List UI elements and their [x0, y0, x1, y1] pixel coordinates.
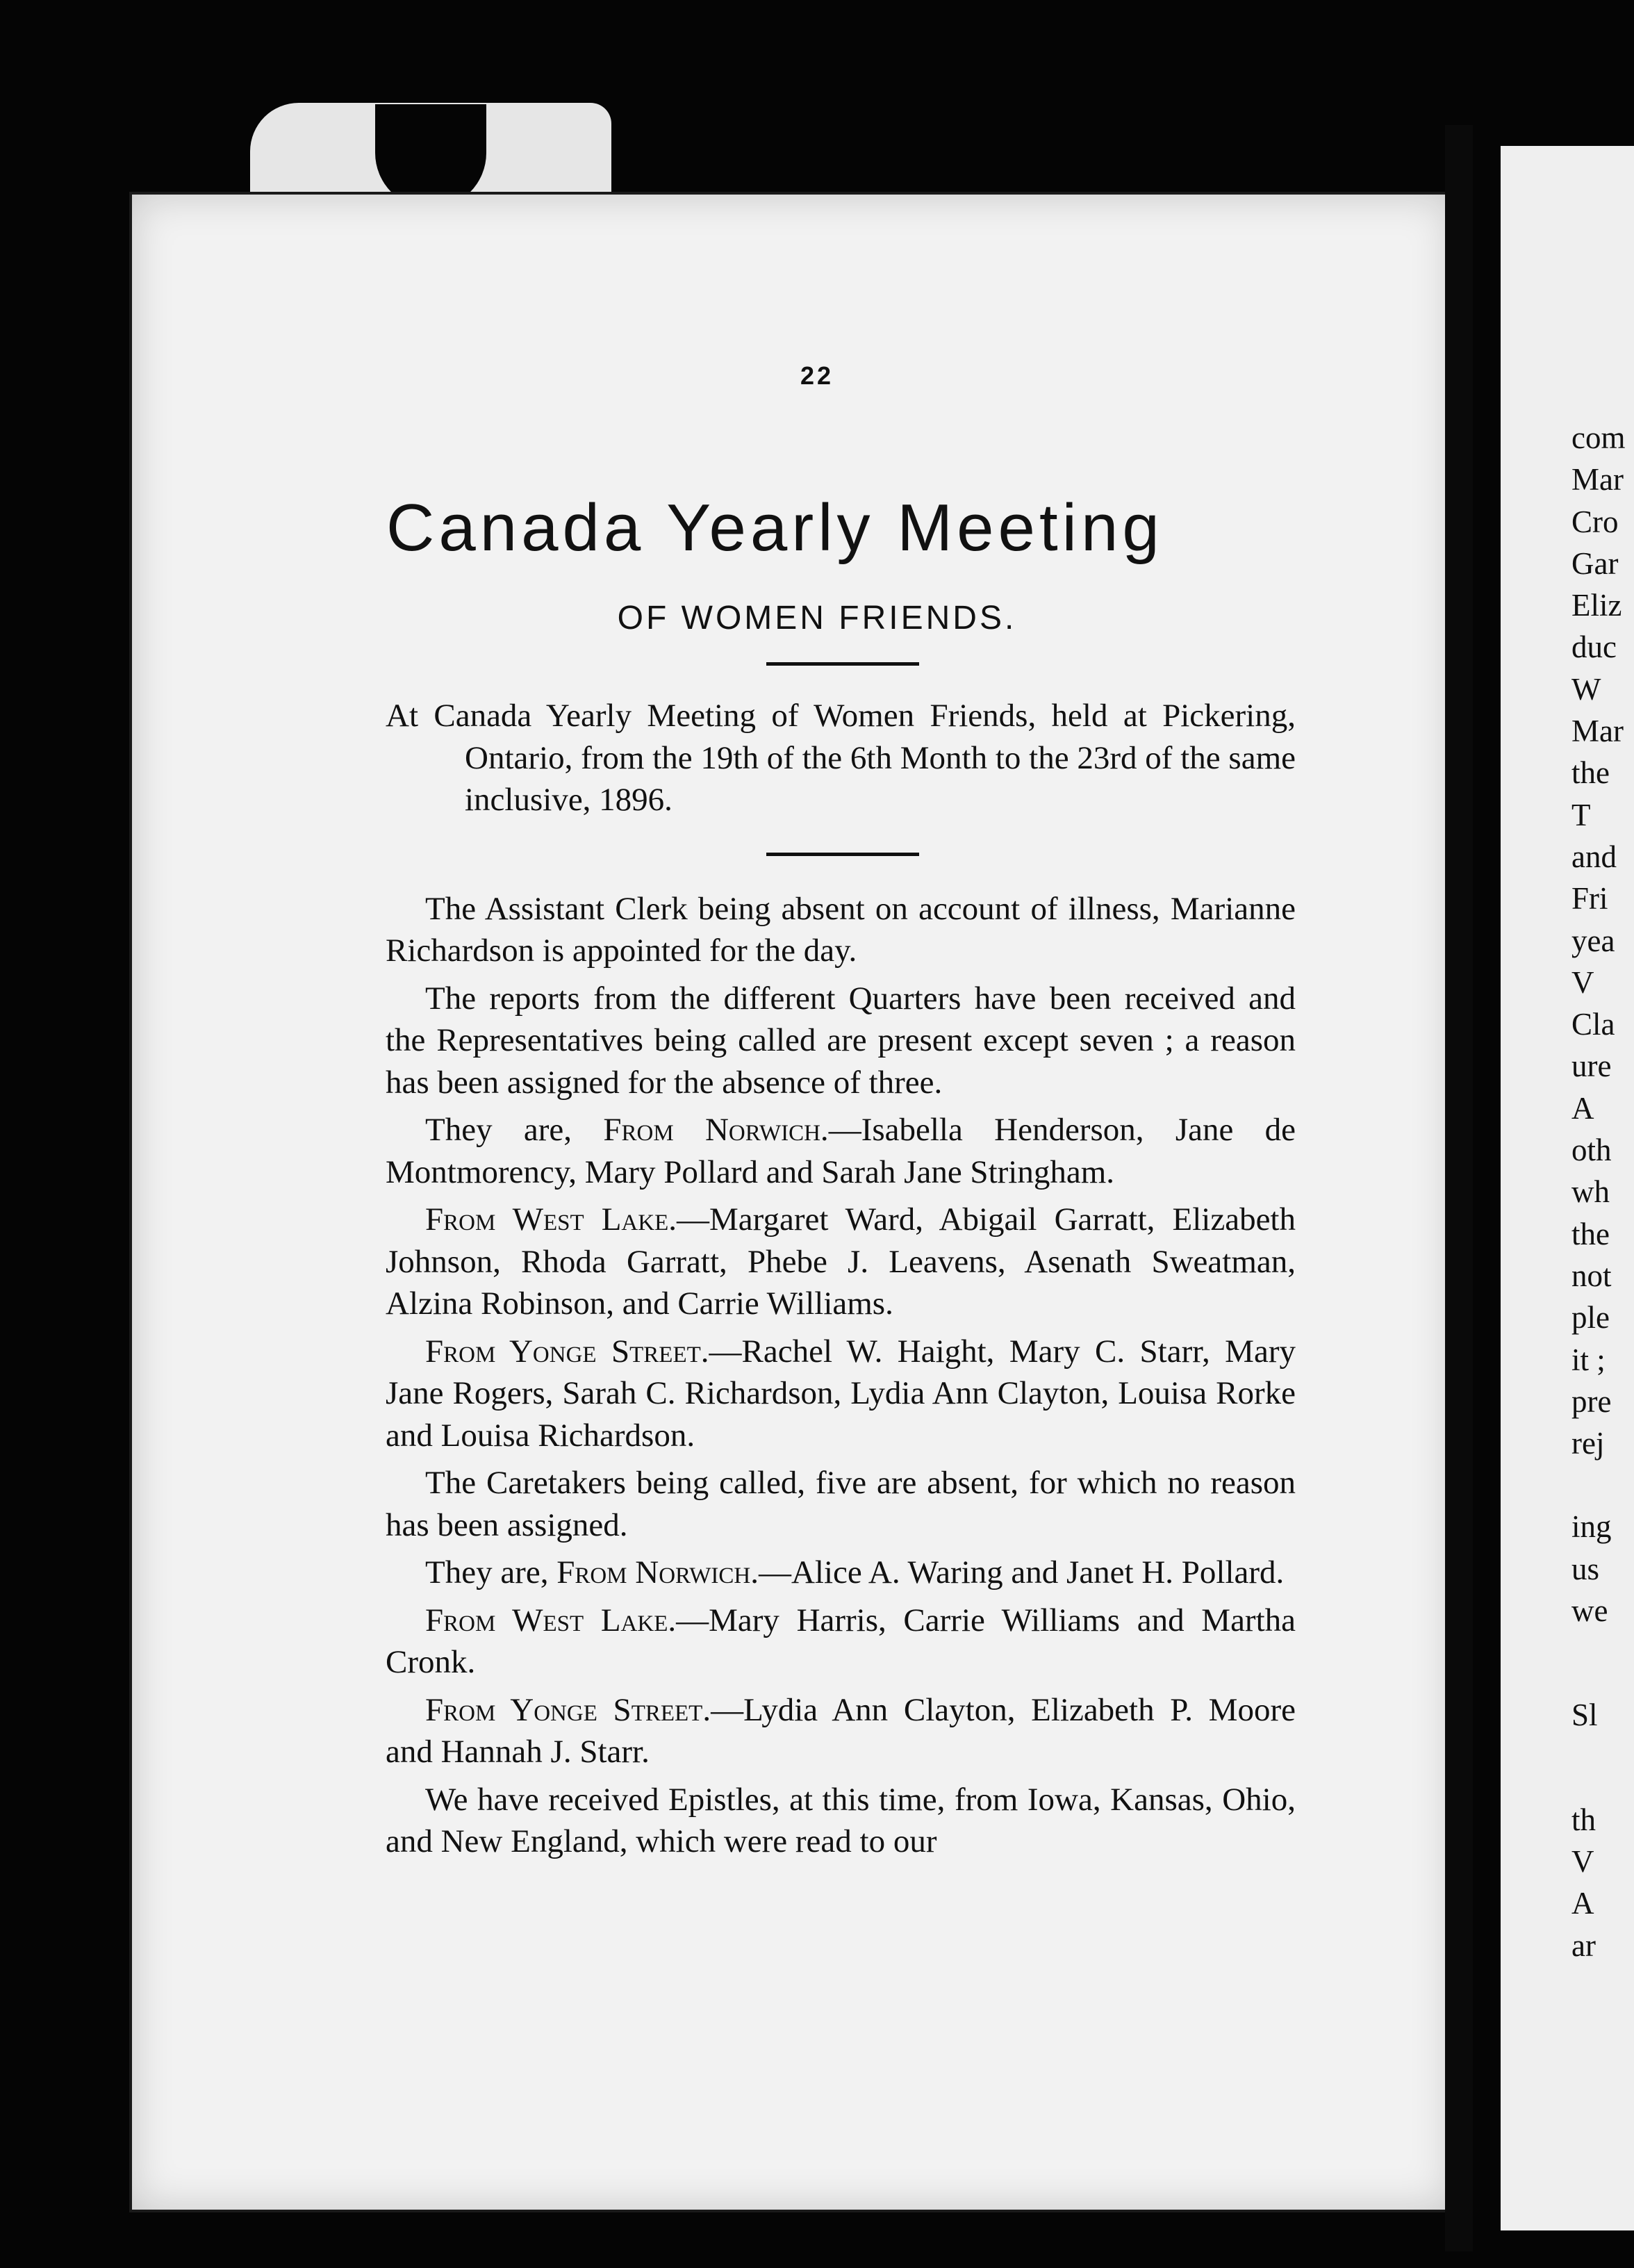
- facing-page-fragment: Fri: [1571, 881, 1608, 917]
- minute-paragraph: [386, 1109, 1296, 1193]
- page-title: Canada Yearly Meeting: [386, 491, 1164, 565]
- divider-rule: [766, 662, 919, 666]
- paragraph-text: —Mary Harris, Carrie Williams and Martha Cronk.: [386, 1602, 1296, 1680]
- quarter-name: From Norwich.: [556, 1554, 759, 1591]
- facing-page-fragment: us: [1571, 1551, 1600, 1586]
- document-body: [386, 695, 1296, 1868]
- meeting-heading: At Canada Yearly Meeting of Women Friends, held at Pickering, Ontario, from the 19th of the 6th Month to the 23rd of the same inclusive, 1896.: [386, 698, 1296, 818]
- facing-page-text: [1571, 417, 1634, 1966]
- facing-page-fragment: not: [1571, 1258, 1612, 1293]
- facing-page-fragment: duc: [1571, 630, 1617, 665]
- facing-page-fragment: oth: [1571, 1133, 1612, 1168]
- facing-page-fragment: the: [1571, 1216, 1610, 1251]
- facing-page-fragment: W: [1571, 671, 1601, 707]
- facing-page-fragment: pre: [1571, 1383, 1612, 1419]
- facing-page-fragment: com: [1571, 420, 1626, 455]
- paragraph-text: —Alice A. Waring and Janet H. Pollard.: [758, 1554, 1285, 1591]
- minute-paragraph: [386, 1199, 1296, 1325]
- facing-page-fragment: wh: [1571, 1174, 1610, 1210]
- facing-page-fragment: V: [1571, 1843, 1594, 1879]
- minute-paragraph: [386, 1779, 1296, 1863]
- facing-page-fragment: V: [1571, 964, 1594, 1000]
- quarter-name: From West Lake.: [425, 1602, 677, 1638]
- facing-page-fragment: Cla: [1571, 1007, 1615, 1042]
- paragraph-text: We have received Epistles, at this time, from Iowa, Kansas, Ohio, and New England, which were read to our: [386, 1781, 1296, 1859]
- facing-page-fragment: it ;: [1571, 1342, 1606, 1377]
- facing-page-fragment: Gar: [1571, 545, 1619, 581]
- quarter-name: From West Lake.: [425, 1201, 677, 1238]
- facing-page-fragment: the: [1571, 755, 1610, 791]
- quarter-name: From Yonge Street.: [425, 1691, 711, 1728]
- facing-page-fragment: rej: [1571, 1426, 1605, 1461]
- divider-rule-2: [766, 853, 919, 856]
- facing-page-fragment: A: [1571, 1886, 1594, 1921]
- quarter-name: From Yonge Street.: [425, 1333, 709, 1370]
- paragraph-text: —Isabella Henderson, Jane de Montmorency, Mary Pollard and Sarah Jane Stringham.: [386, 1112, 1296, 1190]
- facing-page-fragment: ple: [1571, 1300, 1610, 1336]
- minutes-paragraphs: [386, 888, 1296, 1863]
- minute-paragraph: [386, 1462, 1296, 1546]
- paragraph-text: The Caretakers being called, five are absent, for which no reason has been assigned.: [386, 1465, 1296, 1543]
- facing-page-fragment: Cro: [1571, 504, 1619, 539]
- facing-page-fragment: ure: [1571, 1049, 1612, 1084]
- facing-page-fragment: and: [1571, 839, 1617, 874]
- page-subtitle: OF WOMEN FRIENDS.: [617, 600, 1017, 636]
- page-number: 22: [800, 361, 834, 390]
- facing-page-fragment: th: [1571, 1802, 1596, 1837]
- minute-paragraph: [386, 1331, 1296, 1457]
- minute-paragraph: [386, 1600, 1296, 1684]
- facing-page-fragment: T: [1571, 797, 1591, 832]
- facing-page-fragment: ing: [1571, 1509, 1612, 1545]
- facing-page-fragment: A: [1571, 1090, 1594, 1126]
- facing-page-fragment: Eliz: [1571, 588, 1622, 623]
- facing-page-fragment: Mar: [1571, 714, 1624, 749]
- facing-page-fragment: Mar: [1571, 462, 1624, 498]
- facing-page-fragment: we: [1571, 1593, 1608, 1629]
- paragraph-lead: They are,: [425, 1554, 557, 1591]
- minute-paragraph: [386, 1689, 1296, 1773]
- minute-paragraph: [386, 888, 1296, 972]
- paragraph-text: —Margaret Ward, Abigail Garratt, Elizabeth Johnson, Rhoda Garratt, Phebe J. Leavens, Asenath Sweatman, Alzina Robinson, and Carrie Williams.: [386, 1201, 1296, 1322]
- paragraph-text: The reports from the different Quarters have been received and the Representatives being called are present except seven ; a reason has been assigned for the absence of three.: [386, 980, 1296, 1101]
- facing-page-fragment: yea: [1571, 923, 1615, 958]
- paragraph-text: —Lydia Ann Clayton, Elizabeth P. Moore and Hannah J. Starr.: [386, 1691, 1296, 1770]
- paragraph-lead: They are,: [425, 1112, 604, 1148]
- book-gutter: [1445, 125, 1473, 2251]
- facing-page-fragment: ar: [1571, 1928, 1596, 1963]
- paragraph-text: The Assistant Clerk being absent on account of illness, Marianne Richardson is appointed for the day.: [386, 890, 1296, 969]
- paragraph-text: —Rachel W. Haight, Mary C. Starr, Mary Jane Rogers, Sarah C. Richardson, Lydia Ann Clayton, Louisa Rorke and Louisa Richardson.: [386, 1333, 1296, 1454]
- minute-paragraph: [386, 1552, 1296, 1594]
- quarter-name: From Norwich.: [603, 1112, 829, 1148]
- minute-paragraph: [386, 978, 1296, 1104]
- facing-page-fragment: Sl: [1571, 1698, 1598, 1733]
